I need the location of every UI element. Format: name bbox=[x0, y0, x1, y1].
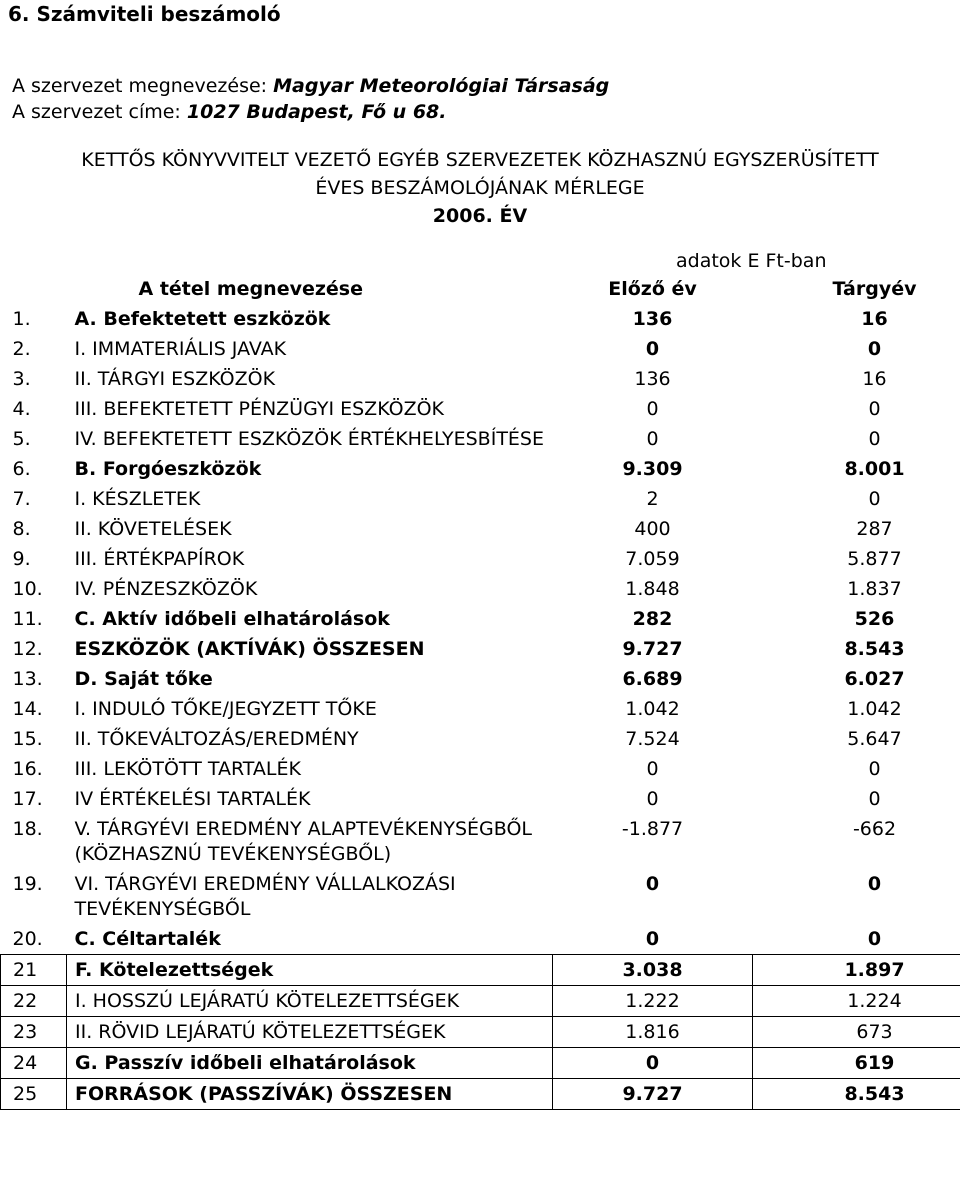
row-item-name: V. TÁRGYÉVI EREDMÉNY ALAPTEVÉKENYSÉGBŐL (KÖZHASZNÚ TEVÉKENYSÉGBŐL) bbox=[74, 818, 532, 865]
row-number: 3. bbox=[12, 368, 31, 390]
table-row bbox=[1, 574, 960, 604]
row-previous-value: 0 bbox=[646, 428, 659, 450]
row-item-name: FORRÁSOK (PASSZÍVÁK) ÖSSZESEN bbox=[67, 1079, 553, 1110]
row-item-name: III. ÉRTÉKPAPÍROK bbox=[74, 548, 245, 570]
table-row bbox=[1, 604, 960, 634]
table-row bbox=[1, 986, 960, 1017]
organization-address-line bbox=[12, 101, 446, 123]
row-number: 11. bbox=[12, 608, 43, 630]
row-item-name: F. Kötelezettségek bbox=[67, 955, 553, 986]
row-item-name: VI. TÁRGYÉVI EREDMÉNY VÁLLALKOZÁSI TEVÉKENYSÉGBŐL bbox=[74, 873, 456, 920]
row-item-name: I. HOSSZÚ LEJÁRATÚ KÖTELEZETTSÉGEK bbox=[67, 986, 553, 1017]
row-number: 6. bbox=[12, 458, 31, 480]
row-number: 19. bbox=[12, 873, 43, 895]
row-previous-value: 9.727 bbox=[622, 638, 683, 660]
table-row bbox=[1, 424, 960, 454]
row-item-name: A. Befektetett eszközök bbox=[74, 308, 331, 330]
row-previous-value: 1.222 bbox=[553, 986, 753, 1017]
row-item-name: III. LEKÖTÖTT TARTALÉK bbox=[74, 758, 301, 780]
row-current-value: 619 bbox=[753, 1048, 960, 1079]
row-previous-value: 3.038 bbox=[553, 955, 753, 986]
table-row bbox=[1, 1017, 960, 1048]
row-number: 22 bbox=[1, 986, 67, 1017]
row-current-value: 0 bbox=[867, 338, 882, 360]
row-current-value: 6.027 bbox=[844, 668, 905, 690]
row-previous-value: 1.816 bbox=[553, 1017, 753, 1048]
row-item-name: I. INDULÓ TŐKE/JEGYZETT TŐKE bbox=[74, 698, 377, 720]
section-title: 6. Számviteli beszámoló bbox=[8, 2, 281, 26]
row-previous-value: 0 bbox=[646, 788, 659, 810]
row-item-name: IV. PÉNZESZKÖZÖK bbox=[74, 578, 258, 600]
report-title-line2: ÉVES BESZÁMOLÓJÁNAK MÉRLEGE bbox=[315, 177, 645, 199]
table-row bbox=[1, 1079, 960, 1110]
row-current-value: 16 bbox=[861, 308, 888, 330]
row-number: 12. bbox=[12, 638, 43, 660]
row-item-name: C. Céltartalék bbox=[74, 928, 221, 950]
row-current-value: 0 bbox=[868, 428, 881, 450]
header-item: A tétel megnevezése bbox=[138, 278, 363, 300]
row-item-name: II. RÖVID LEJÁRATÚ KÖTELEZETTSÉGEK bbox=[67, 1017, 553, 1048]
organization-name-value: Magyar Meteorológiai Társaság bbox=[273, 75, 610, 97]
row-current-value: 8.001 bbox=[844, 458, 905, 480]
row-previous-value: -1.877 bbox=[621, 818, 684, 840]
row-number: 2. bbox=[12, 338, 31, 360]
row-item-name: IV. BEFEKTETETT ESZKÖZÖK ÉRTÉKHELYESBÍTÉSE bbox=[74, 428, 544, 450]
row-current-value: 1.897 bbox=[753, 955, 960, 986]
row-number: 7. bbox=[12, 488, 31, 510]
row-item-name: C. Aktív időbeli elhatárolások bbox=[74, 608, 390, 630]
row-number: 14. bbox=[12, 698, 43, 720]
row-number: 9. bbox=[12, 548, 31, 570]
report-title-line1: KETTŐS KÖNYVVITELT VEZETŐ EGYÉB SZERVEZETEK KÖZHASZNÚ EGYSZERÜSÍTETT bbox=[81, 149, 879, 171]
header-num-cell bbox=[1, 274, 67, 304]
row-current-value: 0 bbox=[868, 788, 881, 810]
row-current-value: 1.837 bbox=[847, 578, 902, 600]
row-number: 10. bbox=[12, 578, 43, 600]
row-item-name: B. Forgóeszközök bbox=[74, 458, 262, 480]
row-previous-value: 1.848 bbox=[625, 578, 680, 600]
row-number: 16. bbox=[12, 758, 43, 780]
row-current-value: 8.543 bbox=[753, 1079, 960, 1110]
table-row bbox=[1, 754, 960, 784]
row-current-value: 5.877 bbox=[847, 548, 902, 570]
row-previous-value: 9.309 bbox=[622, 458, 683, 480]
table-row bbox=[1, 1048, 960, 1079]
table-row bbox=[1, 304, 960, 334]
row-number: 23 bbox=[1, 1017, 67, 1048]
row-number: 21 bbox=[1, 955, 67, 986]
header-previous-year: Előző év bbox=[608, 278, 697, 300]
row-current-value: 526 bbox=[854, 608, 895, 630]
row-number: 8. bbox=[12, 518, 31, 540]
row-item-name: D. Saját tőke bbox=[74, 668, 213, 690]
row-previous-value: 7.059 bbox=[625, 548, 680, 570]
report-year: 2006. ÉV bbox=[432, 205, 528, 227]
table-row bbox=[1, 364, 960, 394]
header-current-year: Tárgyév bbox=[832, 278, 917, 300]
row-previous-value: 6.689 bbox=[622, 668, 683, 690]
row-item-name: III. BEFEKTETETT PÉNZÜGYI ESZKÖZÖK bbox=[74, 398, 444, 420]
row-number: 17. bbox=[12, 788, 43, 810]
table-row bbox=[1, 694, 960, 724]
row-previous-value: 0 bbox=[645, 873, 660, 895]
organization-address-value: 1027 Budapest, Fő u 68. bbox=[186, 101, 447, 123]
row-number: 5. bbox=[12, 428, 31, 450]
row-current-value: 8.543 bbox=[844, 638, 905, 660]
row-item-name: I. KÉSZLETEK bbox=[74, 488, 201, 510]
row-item-name: II. TÁRGYI ESZKÖZÖK bbox=[74, 368, 276, 390]
row-current-value: 16 bbox=[862, 368, 887, 390]
row-previous-value: 9.727 bbox=[553, 1079, 753, 1110]
table-row bbox=[1, 514, 960, 544]
row-current-value: 673 bbox=[753, 1017, 960, 1048]
row-item-name: II. TŐKEVÁLTOZÁS/EREDMÉNY bbox=[74, 728, 359, 750]
table-row bbox=[1, 544, 960, 574]
row-previous-value: 0 bbox=[645, 928, 660, 950]
table-row bbox=[1, 334, 960, 364]
row-item-name: IV ÉRTÉKELÉSI TARTALÉK bbox=[74, 788, 311, 810]
row-previous-value: 0 bbox=[646, 758, 659, 780]
balance-sheet-body bbox=[1, 274, 960, 1110]
row-number: 25 bbox=[1, 1079, 67, 1110]
row-current-value: 1.224 bbox=[753, 986, 960, 1017]
row-previous-value: 136 bbox=[632, 308, 673, 330]
row-previous-value: 0 bbox=[645, 338, 660, 360]
table-row bbox=[1, 484, 960, 514]
report-title bbox=[0, 146, 960, 230]
table-row bbox=[1, 724, 960, 754]
row-current-value: 0 bbox=[867, 873, 882, 895]
row-previous-value: 136 bbox=[634, 368, 671, 390]
units-note: adatok E Ft-ban bbox=[676, 250, 827, 272]
row-number: 13. bbox=[12, 668, 43, 690]
row-number: 24 bbox=[1, 1048, 67, 1079]
table-row bbox=[1, 955, 960, 986]
row-number: 15. bbox=[12, 728, 43, 750]
row-number: 1. bbox=[12, 308, 31, 330]
table-row bbox=[1, 634, 960, 664]
row-previous-value: 400 bbox=[634, 518, 671, 540]
row-previous-value: 2 bbox=[646, 488, 659, 510]
row-current-value: -662 bbox=[852, 818, 897, 840]
row-previous-value: 7.524 bbox=[625, 728, 680, 750]
row-previous-value: 0 bbox=[553, 1048, 753, 1079]
table-row bbox=[1, 814, 960, 869]
row-item-name: I. IMMATERIÁLIS JAVAK bbox=[74, 338, 287, 360]
row-current-value: 0 bbox=[867, 928, 882, 950]
table-row bbox=[1, 664, 960, 694]
row-number: 20. bbox=[12, 928, 43, 950]
row-previous-value: 0 bbox=[646, 398, 659, 420]
balance-sheet-table bbox=[0, 274, 960, 1110]
table-row bbox=[1, 869, 960, 924]
row-item-name: ESZKÖZÖK (AKTÍVÁK) ÖSSZESEN bbox=[74, 638, 425, 660]
row-number: 4. bbox=[12, 398, 31, 420]
row-previous-value: 282 bbox=[632, 608, 673, 630]
table-row bbox=[1, 924, 960, 955]
row-previous-value: 1.042 bbox=[625, 698, 680, 720]
organization-name-line bbox=[12, 75, 609, 97]
table-row bbox=[1, 454, 960, 484]
table-header-row bbox=[1, 274, 960, 304]
table-row bbox=[1, 394, 960, 424]
row-item-name: G. Passzív időbeli elhatárolások bbox=[67, 1048, 553, 1079]
row-number: 18. bbox=[12, 818, 43, 840]
row-current-value: 0 bbox=[868, 488, 881, 510]
row-current-value: 287 bbox=[856, 518, 893, 540]
row-current-value: 0 bbox=[868, 758, 881, 780]
organization-name-label: A szervezet megnevezése: bbox=[12, 75, 268, 97]
organization-address-label: A szervezet címe: bbox=[12, 101, 181, 123]
row-item-name: II. KÖVETELÉSEK bbox=[74, 518, 232, 540]
row-current-value: 0 bbox=[868, 398, 881, 420]
row-current-value: 1.042 bbox=[847, 698, 902, 720]
row-current-value: 5.647 bbox=[847, 728, 902, 750]
table-row bbox=[1, 784, 960, 814]
